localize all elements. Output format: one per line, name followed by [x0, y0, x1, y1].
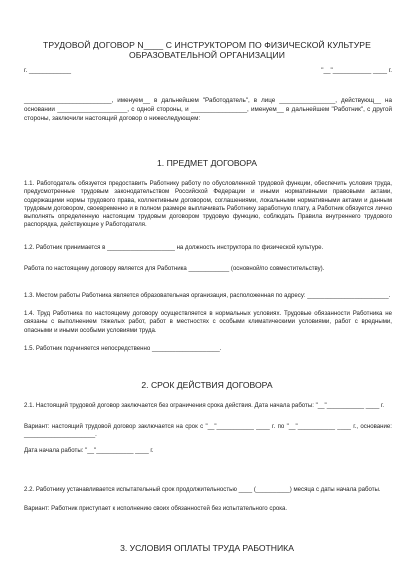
document-title: [0, 40, 414, 60]
clause-1-1: 1.1. Работодатель обязуется предоставить Работнику работу по обусловленной трудовой функции, обеспечить условия труда, предусмотренные трудовым законодательством Российской Федерации и иными нормативными правовыми актами, содержащими нормы трудового права, коллективным договором, соглашениями, локальными нормативными актами и данным трудовым договором, своевременно и в полном размере выплачивать Работнику заработную плату, а Работник обязуется лично выполнять определенную настоящим трудовым договором трудовую функцию, соблюдать Правила внутреннего трудового распорядка, действующие у Работодателя.: [24, 180, 392, 229]
clause-1-2-work-type: Работа по настоящему договору является для Работника ____________ (основной/по совместительству).: [24, 265, 325, 272]
clause-2-2-variant: Вариант: Работник приступает к исполнению своих обязанностей без испытательного срока.: [24, 505, 288, 512]
title-line-2: ОБРАЗОВАТЕЛЬНОЙ ОРГАНИЗАЦИИ: [128, 50, 286, 60]
clause-2-1: 2.1. Настоящий трудовой договор заключается без ограничения срока действия. Дата начала работы: "__"___________ ____ г.: [24, 402, 385, 409]
clause-2-1-variant: Вариант: настоящий трудовой договор заключается на срок с "__"___________ ____ г. по "__"___________ ____ г., основание: _____________________.: [24, 423, 392, 439]
clause-1-4: 1.4. Труд Работника по настоящему договору осуществляется в нормальных условиях. Трудовые обязанности Работника не связаны с выполнением тяжелых работ, работ в местностях с особыми климатическими условиями, работ с вредными, опасными и иными особыми условиями труда.: [24, 310, 392, 334]
section-2-title: 2. СРОК ДЕЙСТВИЯ ДОГОВОРА: [141, 380, 273, 390]
title-line-1: ТРУДОВОЙ ДОГОВОР N____ С ИНСТРУКТОРОМ ПО ФИЗИЧЕСКОЙ КУЛЬТУРЕ: [43, 40, 371, 50]
clause-2-1-start-date: Дата начала работы: "__"___________ ____ г.: [24, 447, 154, 454]
clause-2-2: 2.2. Работнику устанавливается испытательный срок продолжительностью ____ (__________) месяца с даты начала работы.: [24, 486, 381, 493]
clause-1-3: 1.3. Местом работы Работника является образовательная организация, расположенная по адресу: ________________________.: [24, 292, 391, 299]
clause-1-5: 1.5. Работник подчиняется непосредственно ____________________.: [24, 345, 222, 352]
section-1-title: 1. ПРЕДМЕТ ДОГОВОРА: [157, 158, 257, 168]
clause-1-2: 1.2. Работник принимается в ____________________ на должность инструктора по физической культуре.: [24, 244, 324, 251]
section-3-title: 3. УСЛОВИЯ ОПЛАТЫ ТРУДА РАБОТНИКА: [120, 543, 294, 553]
date-field: "__"___________ ____ г.: [321, 67, 392, 74]
place-field: г. ____________: [24, 67, 72, 74]
intro-paragraph: _________________________, именуем__ в дальнейшем "Работодатель", в лице ________________, действующ__ на основании ____________________, с одной стороны, и ________________, именуем__ в дальнейшем "Работник", с другой стороны, заключили настоящий договор о нижеследующем:: [24, 97, 392, 123]
